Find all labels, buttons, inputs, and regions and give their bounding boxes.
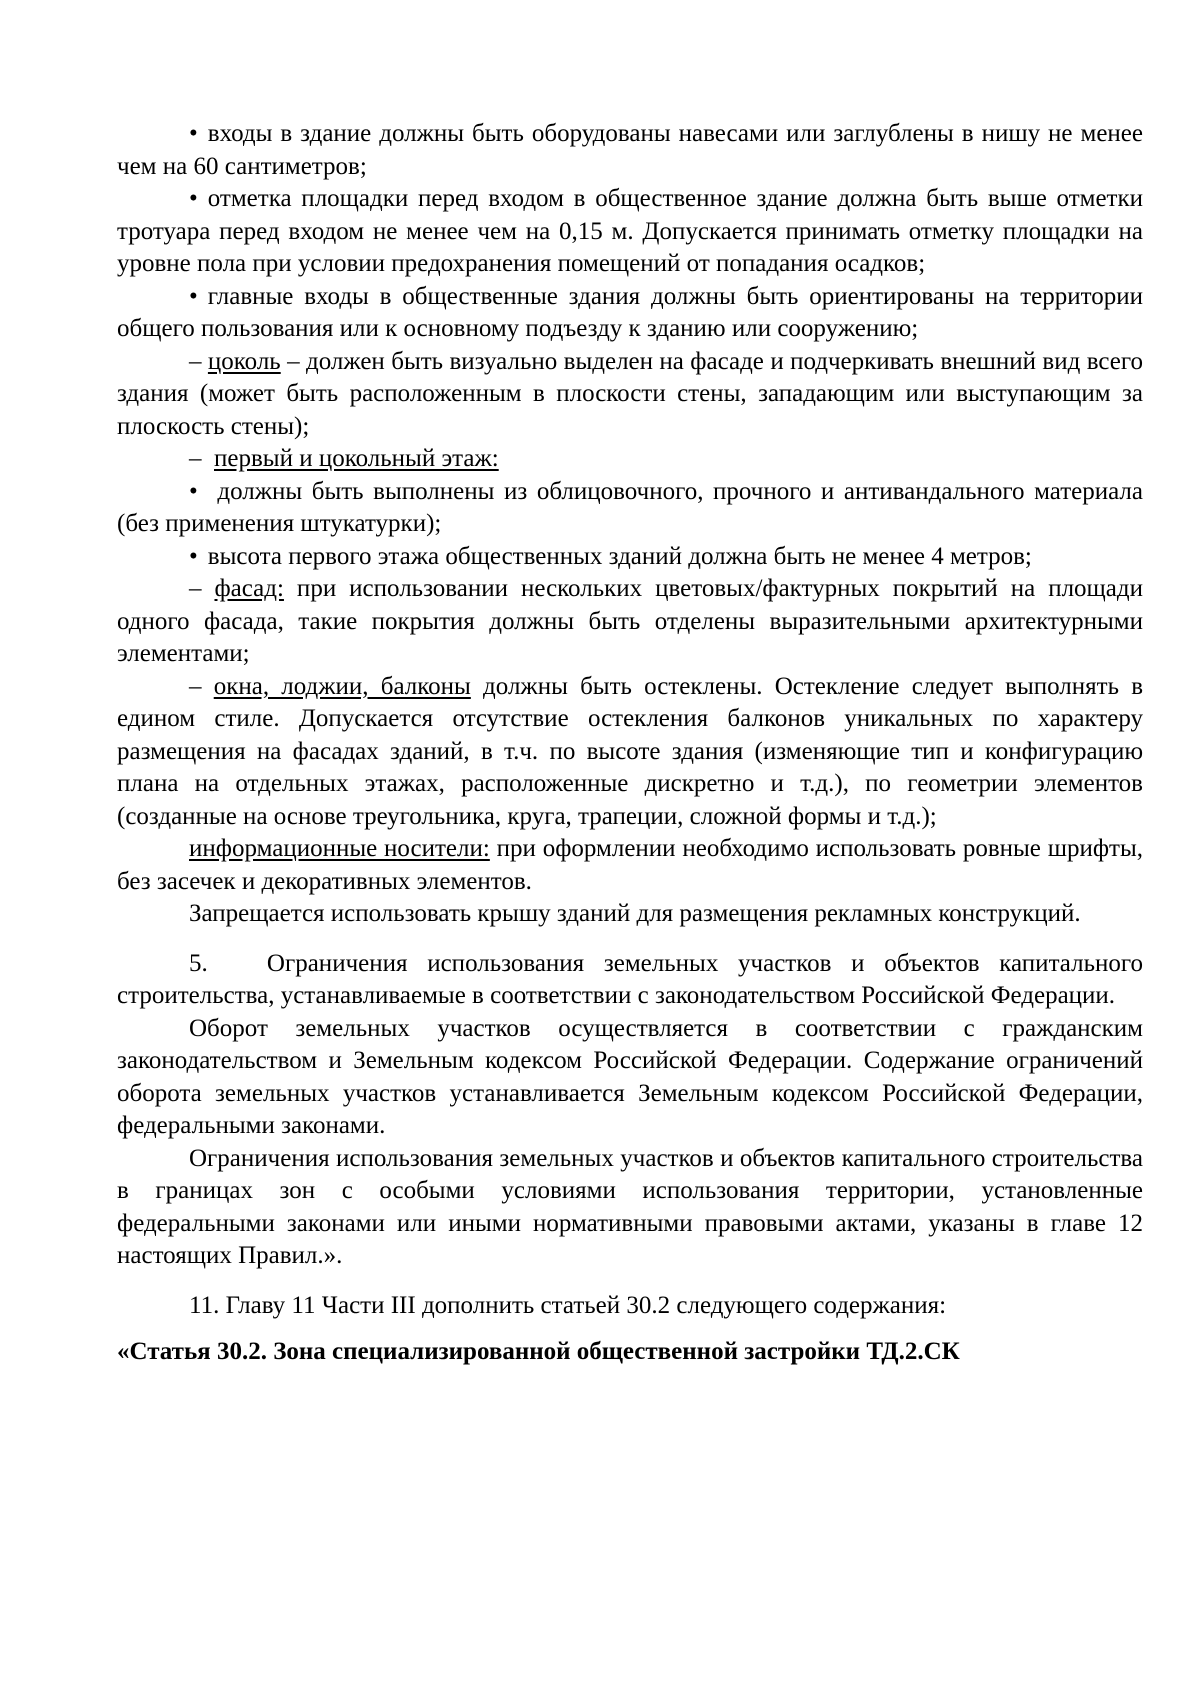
paragraph-text: при использовании нескольких цветовых/фактурных покрытий на площади одного фасада, такие покрытия должны быть отделены выразительными архитектурными элементами; [117, 575, 1143, 667]
section-number: 5. [189, 949, 208, 977]
dash-paragraph [117, 573, 1143, 671]
bullet-paragraph [117, 118, 1143, 183]
paragraph [117, 1013, 1143, 1143]
dash-paragraph [117, 443, 1143, 476]
amendment-paragraph [117, 1290, 1143, 1323]
bullet-icon: • [189, 282, 198, 310]
paragraph-text: входы в здание должны быть оборудованы навесами или заглублены в нишу не менее чем на 60 сантиметров; [117, 120, 1143, 180]
paragraph-text: Ограничения использования земельных участков и объектов капитального строительства в границах зон с особыми условиями использования территории, установленные федеральными законами или иными нормативными правовыми актами, указаны в главе 12 настоящих Правил.». [117, 1144, 1143, 1269]
paragraph-text: отметка площадки перед входом в общественное здание должна быть выше отметки тротуара перед входом не менее чем на 0,15 м. Допускается принимать отметку площадки на уровне пола при условии предохранения помещений от попадания осадков; [117, 185, 1143, 277]
dash-mark: – [189, 575, 202, 602]
paragraph-text: высота первого этажа общественных зданий должна быть не менее 4 метров; [207, 542, 1032, 570]
underlined-term: окна, лоджии, балконы [213, 672, 471, 700]
paragraph-text: главные входы в общественные здания должны быть ориентированы на территории общего пользования или к основному подъезду к зданию или сооружению; [117, 282, 1143, 342]
underlined-term: информационные носители: [189, 835, 490, 862]
underlined-term: фасад: [214, 575, 284, 602]
underlined-term: цоколь [207, 347, 281, 375]
paragraph-text: Оборот земельных участков осуществляется в соответствии с гражданским законодательством и Земельным кодексом Российской Федерации. Содержание ограничений оборота земельных участков устанавливается Земельным кодексом Российской Федерации, федеральными законами. [117, 1014, 1143, 1139]
bullet-paragraph [117, 541, 1143, 574]
bullet-icon: • [189, 477, 198, 505]
paragraph-text: 11. Главу 11 Части III дополнить статьей 30.2 следующего содержания: [189, 1291, 947, 1319]
bullet-icon: • [189, 120, 198, 147]
paragraph-text: – должен быть визуально выделен на фасаде и подчеркивать внешний вид всего здания (может быть расположенным в плоскости стены, западающим или выступающим за плоскость стены); [117, 347, 1143, 440]
dash-mark: – [189, 445, 202, 472]
bullet-paragraph [117, 183, 1143, 281]
document-page [117, 118, 1143, 1369]
dash-paragraph [117, 671, 1143, 834]
section-text: Ограничения использования земельных участков и объектов капитального строительства, устанавливаемые в соответствии с законодательством Российской Федерации. [117, 949, 1143, 1009]
paragraph-text: должны быть остеклены. Остекление следует выполнять в едином стиле. Допускается отсутствие остекления балконов уникальных по характеру размещения на фасадах зданий, в т.ч. по высоте здания (изменяющие тип и конфигурацию плана на отдельных этажах, расположенные дискретно и т.д.), по геометрии элементов (созданные на основе треугольника, круга, трапеции, сложной формы и т.д.); [117, 672, 1144, 830]
section-5-paragraph [117, 948, 1143, 1013]
paragraph-text: Запрещается использовать крышу зданий для размещения рекламных конструкций. [189, 900, 1081, 927]
dash-paragraph [117, 346, 1143, 444]
underlined-term: первый и цокольный этаж: [214, 445, 499, 472]
term-paragraph [117, 833, 1143, 898]
bullet-paragraph [117, 476, 1143, 541]
bullet-icon: • [189, 542, 198, 570]
dash-mark: – [189, 672, 202, 700]
bullet-icon: • [189, 185, 198, 212]
article-heading: «Статья 30.2. Зона специализированной общественной застройки ТД.2.СК [117, 1338, 960, 1365]
dash-mark: – [189, 347, 202, 375]
bullet-paragraph [117, 281, 1143, 346]
paragraph-text: должны быть выполнены из облицовочного, прочного и антивандального материала (без применения штукатурки); [117, 477, 1143, 537]
paragraph [117, 898, 1143, 931]
paragraph [117, 1143, 1143, 1273]
paragraph-text: при оформлении необходимо использовать ровные шрифты, без засечек и декоративных элементов. [117, 835, 1144, 895]
